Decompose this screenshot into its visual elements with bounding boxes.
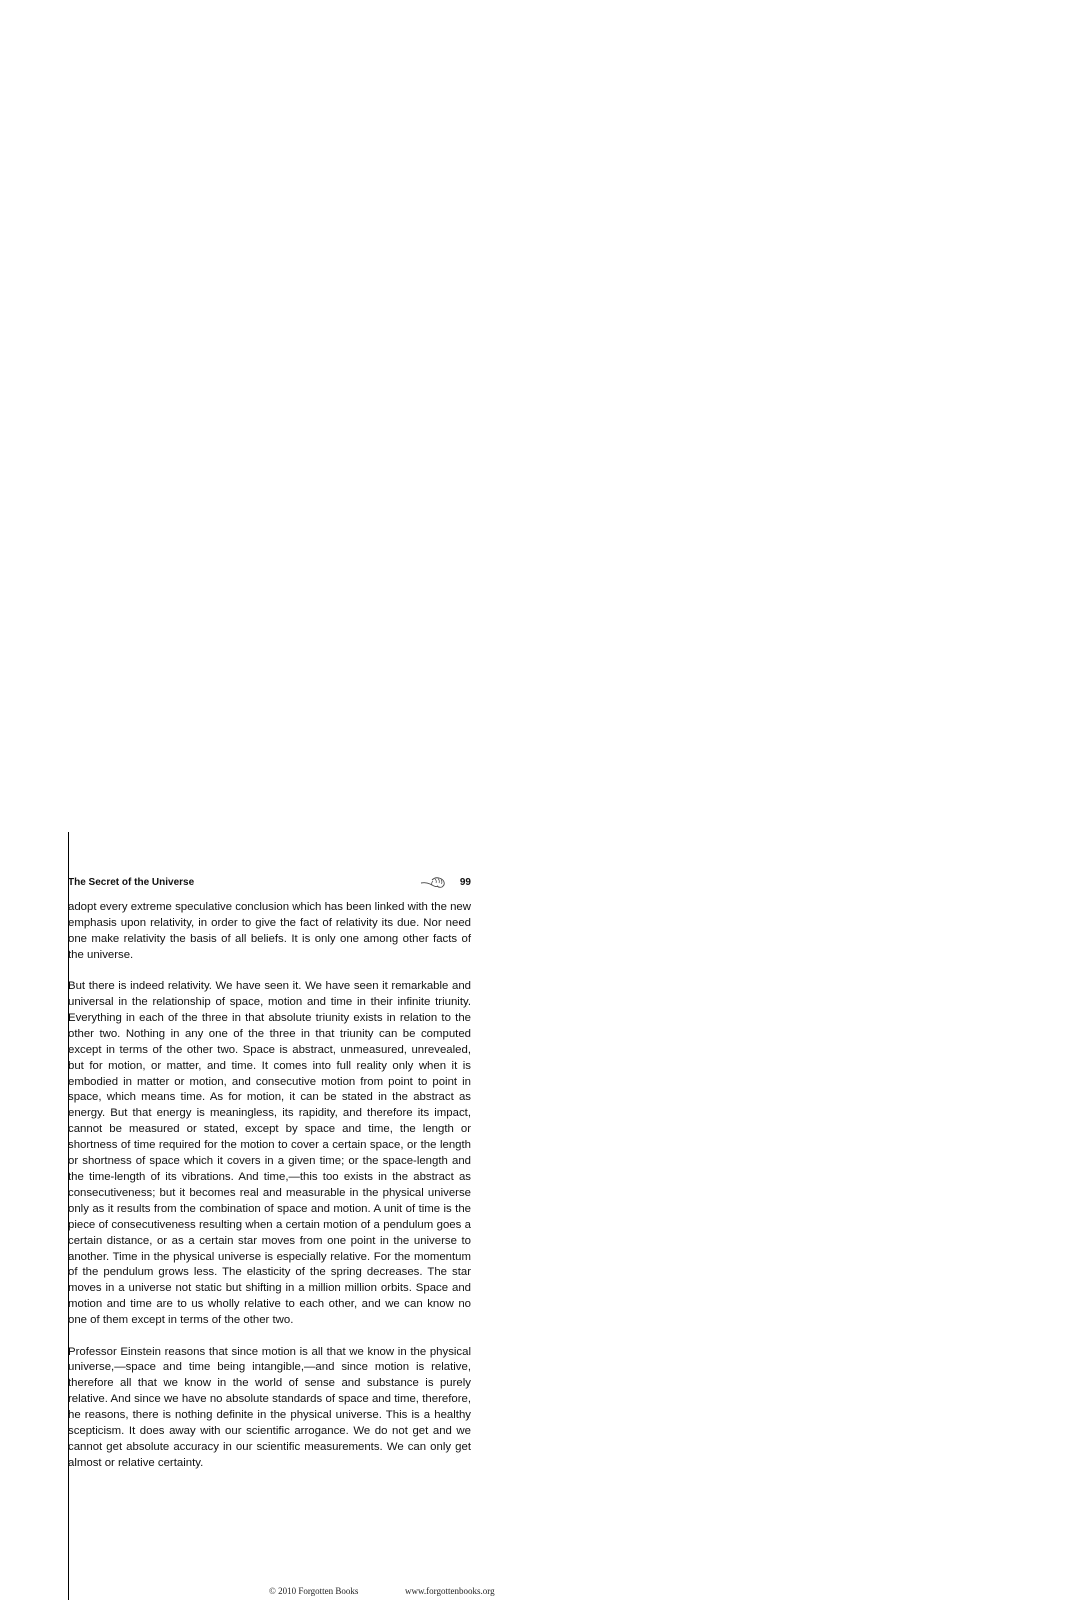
paragraph: adopt every extreme speculative conclusion which has been linked with the new emphasis upon relativity, in order to give the fact of relativity its due. Nor need one make relativity the basis of all beliefs. It is only one among other facts of the universe. (68, 901, 471, 961)
running-header (68, 874, 471, 892)
footer-copyright: © 2010 Forgotten Books (269, 1586, 359, 1596)
page-number: 99 (459, 877, 471, 888)
paragraph: Professor Einstein reasons that since motion is all that we know in the physical universe,—space and time being intangible,—and since motion is relative, therefore all that we know in the world of sense and substance is purely relative. And since we have no absolute standards of space and time, therefore, he reasons, there is nothing definite in the physical universe. This is a healthy scepticism. It does away with our scientific arrogance. We do not get and we cannot get absolute accuracy in our scientific measurements. We can only get almost or relative certainty. (68, 1345, 471, 1469)
page-footer (0, 1585, 1067, 1599)
pointing-hand-icon (420, 874, 448, 890)
body-text (68, 900, 471, 1487)
paragraph: But there is indeed relativity. We have seen it. We have seen it remarkable and universal in the relationship of space, motion and time in their infinite triunity. Everything in each of the three in that absolute triunity exists in relation to the other two. Nothing in any one of the three in that triunity can be computed except in terms of the other two. Space is abstract, unmeasured, unrevealed, but for motion, or matter, and time. It comes into full reality only when it is embodied in matter or motion, and consecutive motion from point to point in space, which means time. As for motion, it can be stated in the abstract as energy. But that energy is meaningless, its rapidity, and therefore its impact, cannot be measured or stated, except by space and time, the length or shortness of time required for the motion to cover a certain space, or the length or shortness of space which it covers in a given time; or the space-length and the time-length of its vibrations. And time,—this too exists in the abstract as consecutiveness; but it becomes real and measurable in the physical universe only as it results from the combination of space and motion. A unit of time is the piece of consecutiveness resulting when a certain motion of a pendulum goes a certain distance, or as a certain star moves from one point in the universe to another. Time in the physical universe is especially relative. For the momentum of the pendulum grows less. The elasticity of the spring decreases. The star moves in a universe not static but shifting in a million million orbits. Space and motion and time are to us wholly relative to each other, and we can know no one of them except in terms of the other two. (68, 980, 471, 1327)
book-title: The Secret of the Universe (68, 877, 195, 888)
footer-url: www.forgottenbooks.org (405, 1586, 495, 1596)
